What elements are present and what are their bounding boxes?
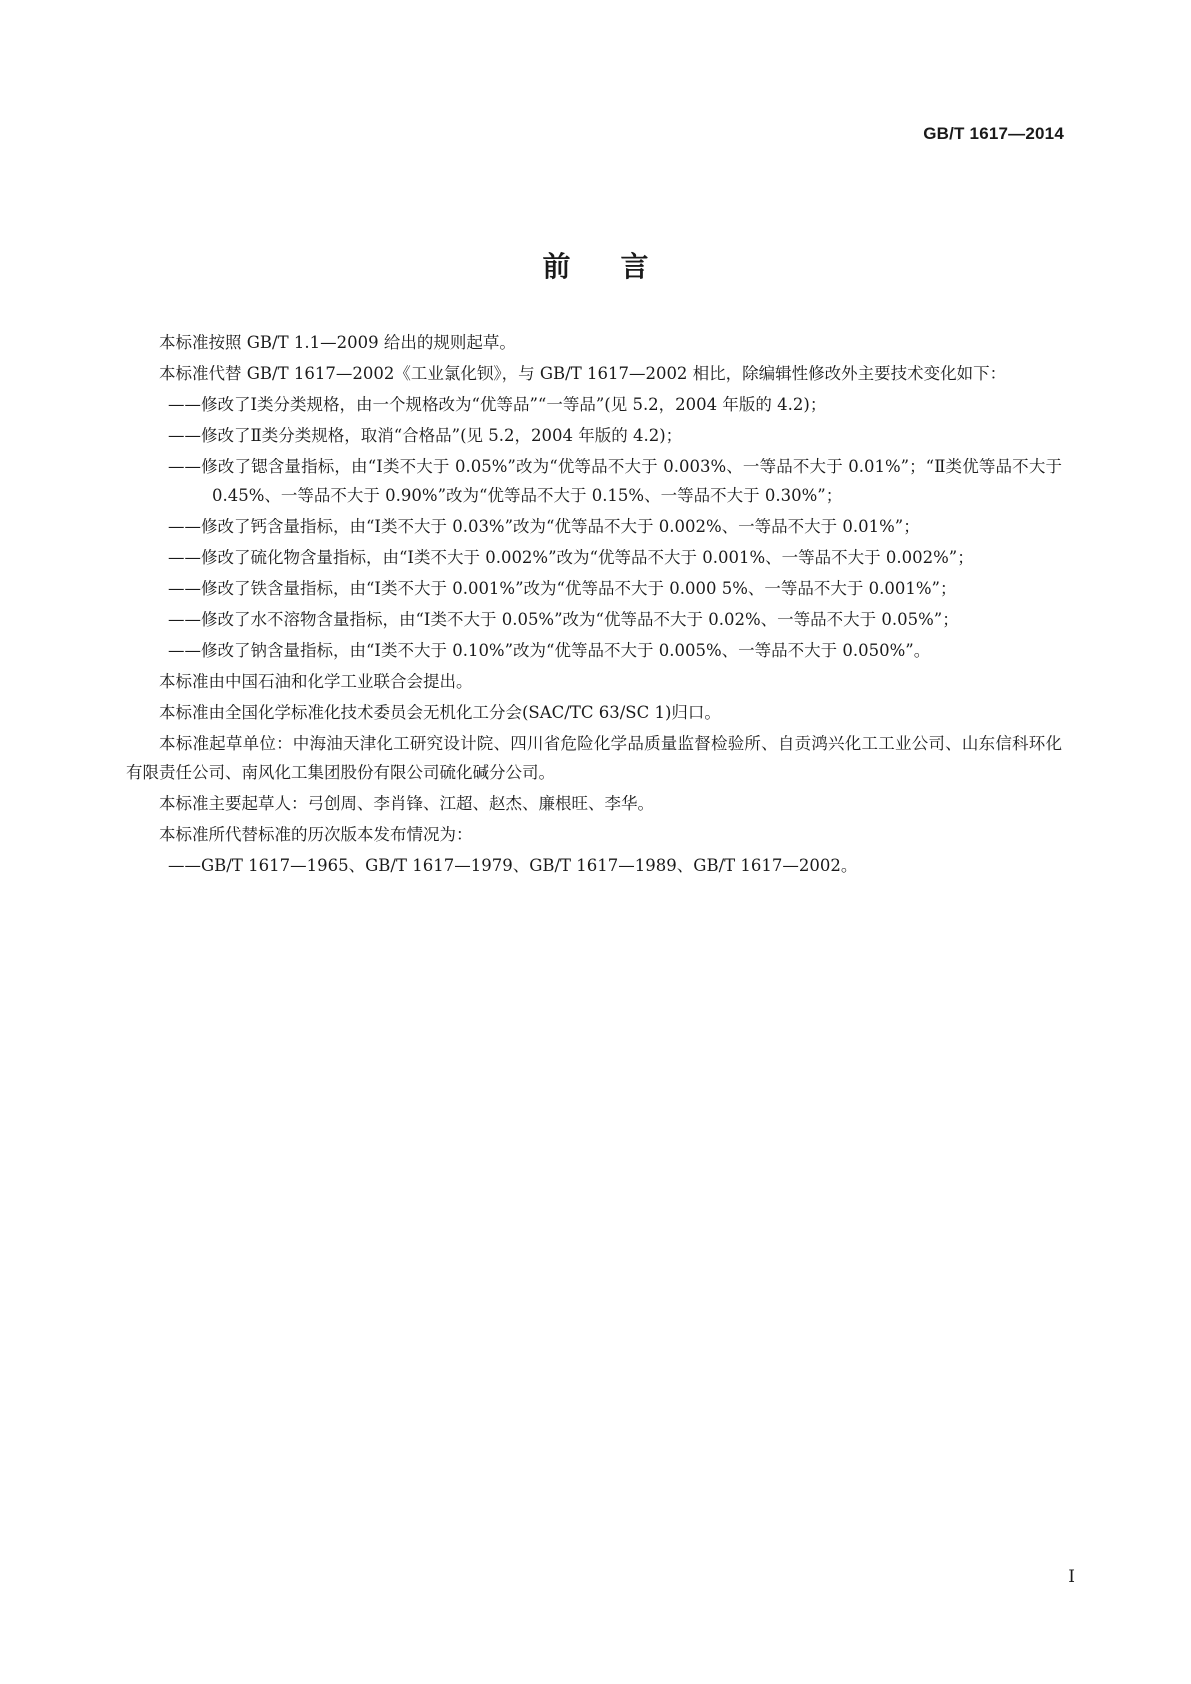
paragraph-drafting-rule: 本标准按照 GB/T 1.1—2009 给出的规则起草。 [159,333,516,352]
paragraph-technical-committee: 本标准由全国化学标准化技术委员会无机化工分会(SAC/TC 63/SC 1)归口。 [159,703,721,722]
paragraph-drafters: 本标准主要起草人：弓创周、李肖锋、江超、赵杰、廉根旺、李华。 [159,794,654,813]
change-item: ——修改了硫化物含量指标，由“Ⅰ类不大于 0.002%”改为“优等品不大于 0.001%、一等品不大于 0.002%”； [168,548,974,567]
page-title: 前言 [542,249,699,283]
change-item: ——修改了Ⅱ类分类规格，取消“合格品”(见 5.2，2004 年版的 4.2)； [168,426,683,445]
paragraph-history-intro: 本标准所代替标准的历次版本发布情况为： [159,825,473,844]
change-item: ——修改了铁含量指标，由“Ⅰ类不大于 0.001%”改为“优等品不大于 0.000 5%、一等品不大于 0.001%”； [168,579,957,598]
change-item: ——修改了钠含量指标，由“Ⅰ类不大于 0.10%”改为“优等品不大于 0.005%、一等品不大于 0.050%”。 [168,641,931,660]
change-item: ——修改了锶含量指标，由“Ⅰ类不大于 0.05%”改为“优等品不大于 0.003%、一等品不大于 0.01%”；“Ⅱ类优等品不大于 0.45%、一等品不大于 0.90%”改为“优等品不大于 0.15%、一等品不大于 0.30%”； [168,457,1062,505]
page-number: I [1068,1567,1075,1587]
change-item: ——修改了Ⅰ类分类规格，由一个规格改为“优等品”“一等品”(见 5.2，2004 年版的 4.2)； [168,395,827,414]
paragraph-proposer: 本标准由中国石油和化学工业联合会提出。 [159,672,473,691]
change-item: ——修改了水不溶物含量指标，由“Ⅰ类不大于 0.05%”改为“优等品不大于 0.02%、一等品不大于 0.05%”； [168,610,959,629]
standard-code: GB/T 1617—2014 [923,124,1064,143]
paragraph-drafting-units: 本标准起草单位：中海油天津化工研究设计院、四川省危险化学品质量监督检验所、自贡鸿兴化工工业公司、山东信科环化有限责任公司、南风化工集团股份有限公司硫化碱分公司。 [126,734,1062,782]
change-item: ——修改了钙含量指标，由“Ⅰ类不大于 0.03%”改为“优等品不大于 0.002%、一等品不大于 0.01%”； [168,517,920,536]
document-body [126,328,1062,882]
history-item: ——GB/T 1617—1965、GB/T 1617—1979、GB/T 1617—1989、GB/T 1617—2002。 [168,856,858,875]
paragraph-replacement: 本标准代替 GB/T 1617—2002《工业氯化钡》，与 GB/T 1617—2002 相比，除编辑性修改外主要技术变化如下： [159,364,1007,383]
